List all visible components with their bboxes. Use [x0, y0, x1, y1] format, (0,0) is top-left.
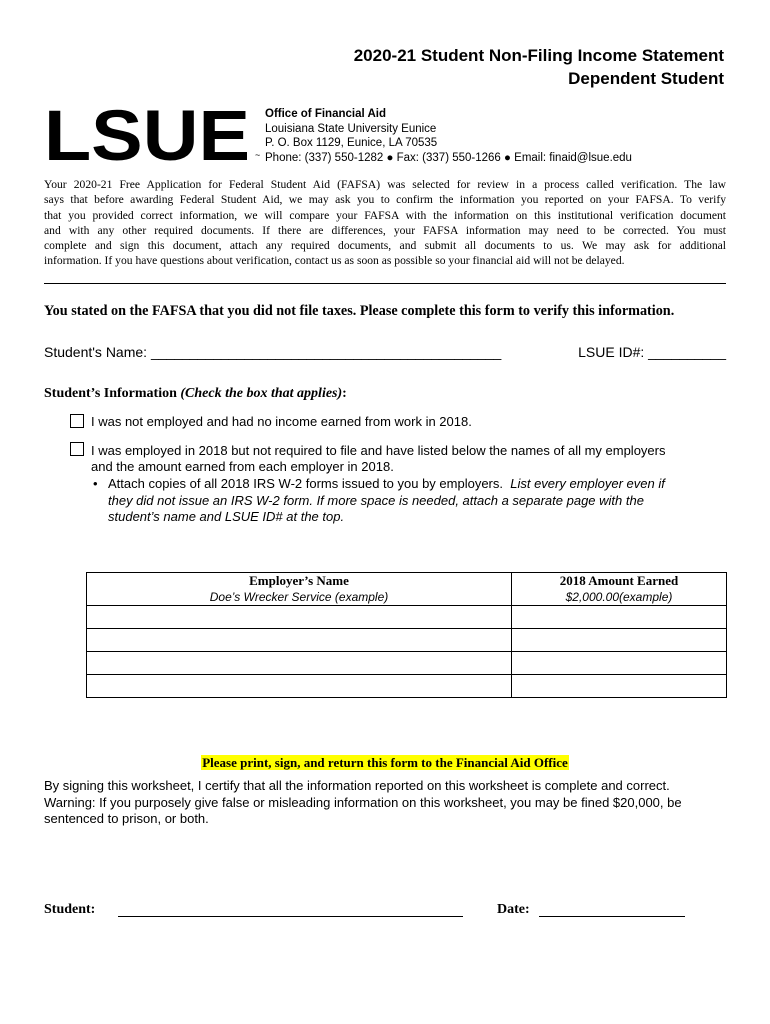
table-row: [87, 606, 727, 629]
stated-heading: You stated on the FAFSA that you did not file taxes. Please complete this form to verify this information.: [44, 303, 675, 319]
section-divider: [44, 283, 726, 284]
intro-line: information. If you have questions about verification, contact us as soon as possible so your financial aid will not be delayed.: [44, 254, 625, 268]
certification-line: Warning: If you purposely give false or misleading information on this worksheet, you may be fined $20,000, be: [44, 794, 682, 810]
w2-instructions-italic: List every employer even if: [510, 476, 665, 491]
return-instruction: [0, 754, 770, 772]
employed-checkbox[interactable]: [70, 442, 84, 456]
example-employer: Doe’s Wrecker Service (example): [87, 589, 512, 606]
student-name-row: [44, 344, 726, 360]
student-info-heading-colon: :: [342, 386, 347, 401]
date-label: Date:: [497, 902, 530, 917]
office-info: [265, 107, 632, 165]
office-address: P. O. Box 1129, Eunice, LA 70535: [265, 137, 438, 149]
office-contact: Phone: (337) 550-1282 ● Fax: (337) 550-1266 ● Email: finaid@lsue.edu: [265, 151, 632, 164]
intro-paragraph: [44, 177, 726, 269]
certification-text: [44, 778, 734, 828]
date-line[interactable]: [539, 916, 685, 917]
student-name-field[interactable]: Student's Name: _____________________________________________: [44, 344, 502, 360]
lsue-logo-text: LSUE: [44, 108, 250, 162]
lsue-id-field[interactable]: LSUE ID#: __________: [578, 344, 726, 360]
w2-instructions-line2: they did not issue an IRS W-2 form. If more space is needed, attach a separate page with the: [108, 492, 644, 508]
amount-cell[interactable]: [512, 652, 727, 675]
table-header-row: [87, 573, 727, 590]
amount-earned-header: 2018 Amount Earned: [512, 573, 727, 590]
form-title-line2: Dependent Student: [568, 69, 724, 88]
employer-name-cell[interactable]: [87, 629, 512, 652]
intro-line: that you provided correct information, we will compare your FAFSA with the information on this institutional verification document: [44, 208, 726, 222]
w2-instructions-line1: [108, 476, 665, 493]
intro-line: Your 2020-21 Free Application for Federal Student Aid (FAFSA) was selected for review in a process called verification. The law: [44, 178, 726, 191]
intro-line: complete and sign this document, attach any required documents, and submit all documents to us. We may ask for additional: [44, 239, 726, 253]
employed-label-line1: I was employed in 2018 but not required to file and have listed below the names of all my employers: [91, 443, 666, 458]
employer-table: [86, 572, 727, 698]
w2-instructions: [108, 476, 665, 526]
office-mark: ~: [255, 150, 261, 160]
return-instruction-text: Please print, sign, and return this form to the Financial Aid Office: [202, 755, 568, 770]
form-title-line1: 2020-21 Student Non-Filing Income Statement: [353, 46, 724, 65]
employed-label: [91, 443, 666, 475]
employer-name-cell[interactable]: [87, 675, 512, 698]
not-employed-checkbox[interactable]: [70, 414, 84, 428]
office-university: Louisiana State University Eunice: [265, 122, 437, 135]
intro-line: says that before awarding Federal Student Aid, we may ask you to confirm the information you reported on your FAFSA. To verify: [44, 193, 726, 207]
table-row: [87, 652, 727, 675]
student-info-heading: [44, 386, 347, 402]
office-name: Office of Financial Aid: [265, 108, 386, 120]
amount-cell[interactable]: [512, 675, 727, 698]
amount-cell[interactable]: [512, 629, 727, 652]
certification-line: By signing this worksheet, I certify that all the information reported on this worksheet is complete and correct.: [44, 778, 670, 793]
w2-instructions-plain: Attach copies of all 2018 IRS W-2 forms issued to you by employers.: [108, 476, 503, 491]
table-row: [87, 675, 727, 698]
certification-line: sentenced to prison, or both.: [44, 811, 209, 826]
employer-name-cell[interactable]: [87, 606, 512, 629]
amount-cell[interactable]: [512, 606, 727, 629]
student-info-heading-text: Student’s Information: [44, 386, 181, 401]
w2-instructions-line3: student’s name and LSUE ID# at the top.: [108, 509, 345, 524]
employed-label-line2: and the amount earned from each employer in 2018.: [91, 459, 394, 474]
lsue-logo: [44, 108, 250, 162]
intro-line: and with any other required documents. If there are differences, your FAFSA information may need to be corrected. You must: [44, 223, 726, 237]
employer-name-cell[interactable]: [87, 652, 512, 675]
bullet-marker: •: [93, 476, 98, 491]
student-signature-label: Student:: [44, 902, 96, 917]
form-title: [354, 44, 724, 90]
student-signature-line[interactable]: [118, 916, 463, 917]
not-employed-label: I was not employed and had no income earned from work in 2018.: [91, 414, 472, 429]
example-amount: $2,000.00(example): [512, 589, 727, 606]
student-info-heading-note: (Check the box that applies): [180, 386, 343, 401]
table-row: [87, 629, 727, 652]
employer-name-header: Employer’s Name: [87, 573, 512, 590]
table-example-row: [87, 589, 727, 606]
